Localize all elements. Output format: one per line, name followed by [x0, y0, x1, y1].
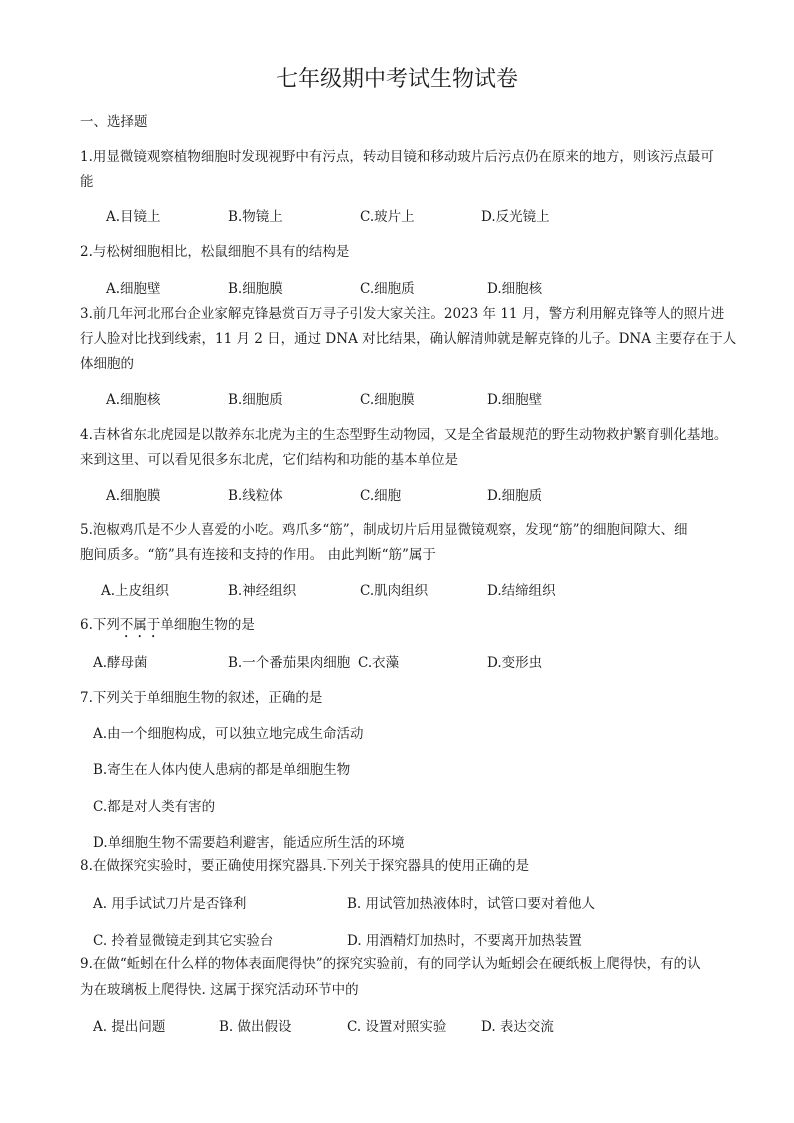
- question-text: 体细胞的: [80, 356, 134, 372]
- option-c: C.细胞膜: [360, 392, 415, 408]
- question-text: 1.用显微镜观察植物细胞时发现视野中有污点，转动目镜和移动玻片后污点仍在原来的地方，则该污点最可: [80, 149, 714, 165]
- option-d: D. 表达交流: [481, 1019, 554, 1035]
- option-b: B. 做出假设: [219, 1019, 292, 1035]
- option-d: D.细胞核: [487, 281, 543, 297]
- option-a: A.目镜上: [106, 209, 161, 225]
- question-text: [80, 613, 255, 641]
- option-c: C. 设置对照实验: [347, 1019, 447, 1035]
- question-text: 2.与松树细胞相比，松鼠细胞不具有的结构是: [80, 244, 350, 260]
- option-b: B.神经组织: [228, 583, 297, 599]
- question-text: 为在玻璃板上爬得快. 这属于探究活动环节中的: [80, 982, 359, 998]
- page-title: 七年级期中考试生物试卷: [275, 67, 518, 92]
- option-c: C. 拎着显微镜走到其它实验台: [93, 933, 274, 949]
- option-b: B.细胞质: [228, 392, 283, 408]
- option-b: B.物镜上: [228, 209, 283, 225]
- option-b: B.线粒体: [228, 488, 283, 504]
- option-a: A.细胞核: [106, 392, 161, 408]
- question-text: 3.前几年河北邢台企业家解克锋悬赏百万寻子引发大家关注。2023 年 11 月，警方利用解克锋等人的照片进: [80, 306, 725, 322]
- option-a: A. 用手试试刀片是否锋利: [93, 896, 247, 912]
- option-d: D.反光镜上: [481, 209, 550, 225]
- option-c: C.玻片上: [360, 209, 415, 225]
- question-text: 5.泡椒鸡爪是不少人喜爱的小吃。鸡爪多“筋”，制成切片后用显微镜观察，发现“筋”的细胞间隙大、细: [80, 522, 688, 538]
- option-d: D.结缔组织: [487, 583, 556, 599]
- option-b: B.寄生在人体内使人患病的都是单细胞生物: [93, 762, 351, 778]
- option-a: A.酵母菌: [93, 655, 148, 671]
- option-a: A.细胞壁: [106, 281, 161, 297]
- question-text: 行人脸对比找到线索，11 月 2 日，通过 DNA 对比结果，确认解清帅就是解克锋的儿子。DNA 主要存在于人: [80, 331, 737, 347]
- question-text: 8.在做探究实验时，要正确使用探究器具.下列关于探究器具的使用正确的是: [80, 858, 530, 874]
- option-d: D.变形虫: [487, 655, 543, 671]
- question-text: 9.在做“蚯蚓在什么样的物体表面爬得快”的探究实验前，有的同学认为蚯蚓会在硬纸板上爬得快，有的认: [80, 956, 701, 972]
- option-c: C.都是对人类有害的: [93, 799, 216, 815]
- stem-post: 单细胞生物的是: [160, 617, 255, 633]
- question-text: 来到这里、可以看见很多东北虎，它们结构和功能的基本单位是: [80, 452, 458, 468]
- option-c: C.细胞质: [360, 281, 415, 297]
- option-a: A.上皮组织: [101, 583, 170, 599]
- option-a: A. 提出问题: [93, 1019, 166, 1035]
- emphasized-text: 不属于: [119, 617, 161, 633]
- option-b: B.细胞膜: [228, 281, 283, 297]
- option-d: D. 用酒精灯加热时，不要离开加热装置: [347, 933, 582, 949]
- option-d: D.细胞壁: [487, 392, 543, 408]
- option-c: C.肌肉组织: [360, 583, 429, 599]
- option-c: C.衣藻: [358, 655, 400, 671]
- question-text: 4.吉林省东北虎园是以散养东北虎为主的生态型野生动物园，又是全省最规范的野生动物救护繁育驯化基地。: [80, 427, 728, 443]
- question-text: 7.下列关于单细胞生物的叙述，正确的是: [80, 690, 323, 706]
- stem-pre: 6.下列: [80, 617, 120, 633]
- section-heading: 一、选择题: [80, 114, 148, 130]
- question-text: 胞间质多。“筋”具有连接和支持的作用。 由此判断“筋”属于: [80, 547, 436, 563]
- option-d: D.单细胞生物不需要趋利避害，能适应所生活的环境: [93, 835, 405, 851]
- option-d: D.细胞质: [487, 488, 543, 504]
- question-text: 能: [80, 174, 94, 190]
- option-a: A.细胞膜: [106, 488, 161, 504]
- option-a: A.由一个细胞构成，可以独立地完成生命活动: [93, 726, 364, 742]
- option-c: C.细胞: [360, 488, 402, 504]
- option-b: B. 用试管加热液体时，试管口要对着他人: [347, 896, 596, 912]
- option-b: B.一个番茄果肉细胞: [228, 655, 351, 671]
